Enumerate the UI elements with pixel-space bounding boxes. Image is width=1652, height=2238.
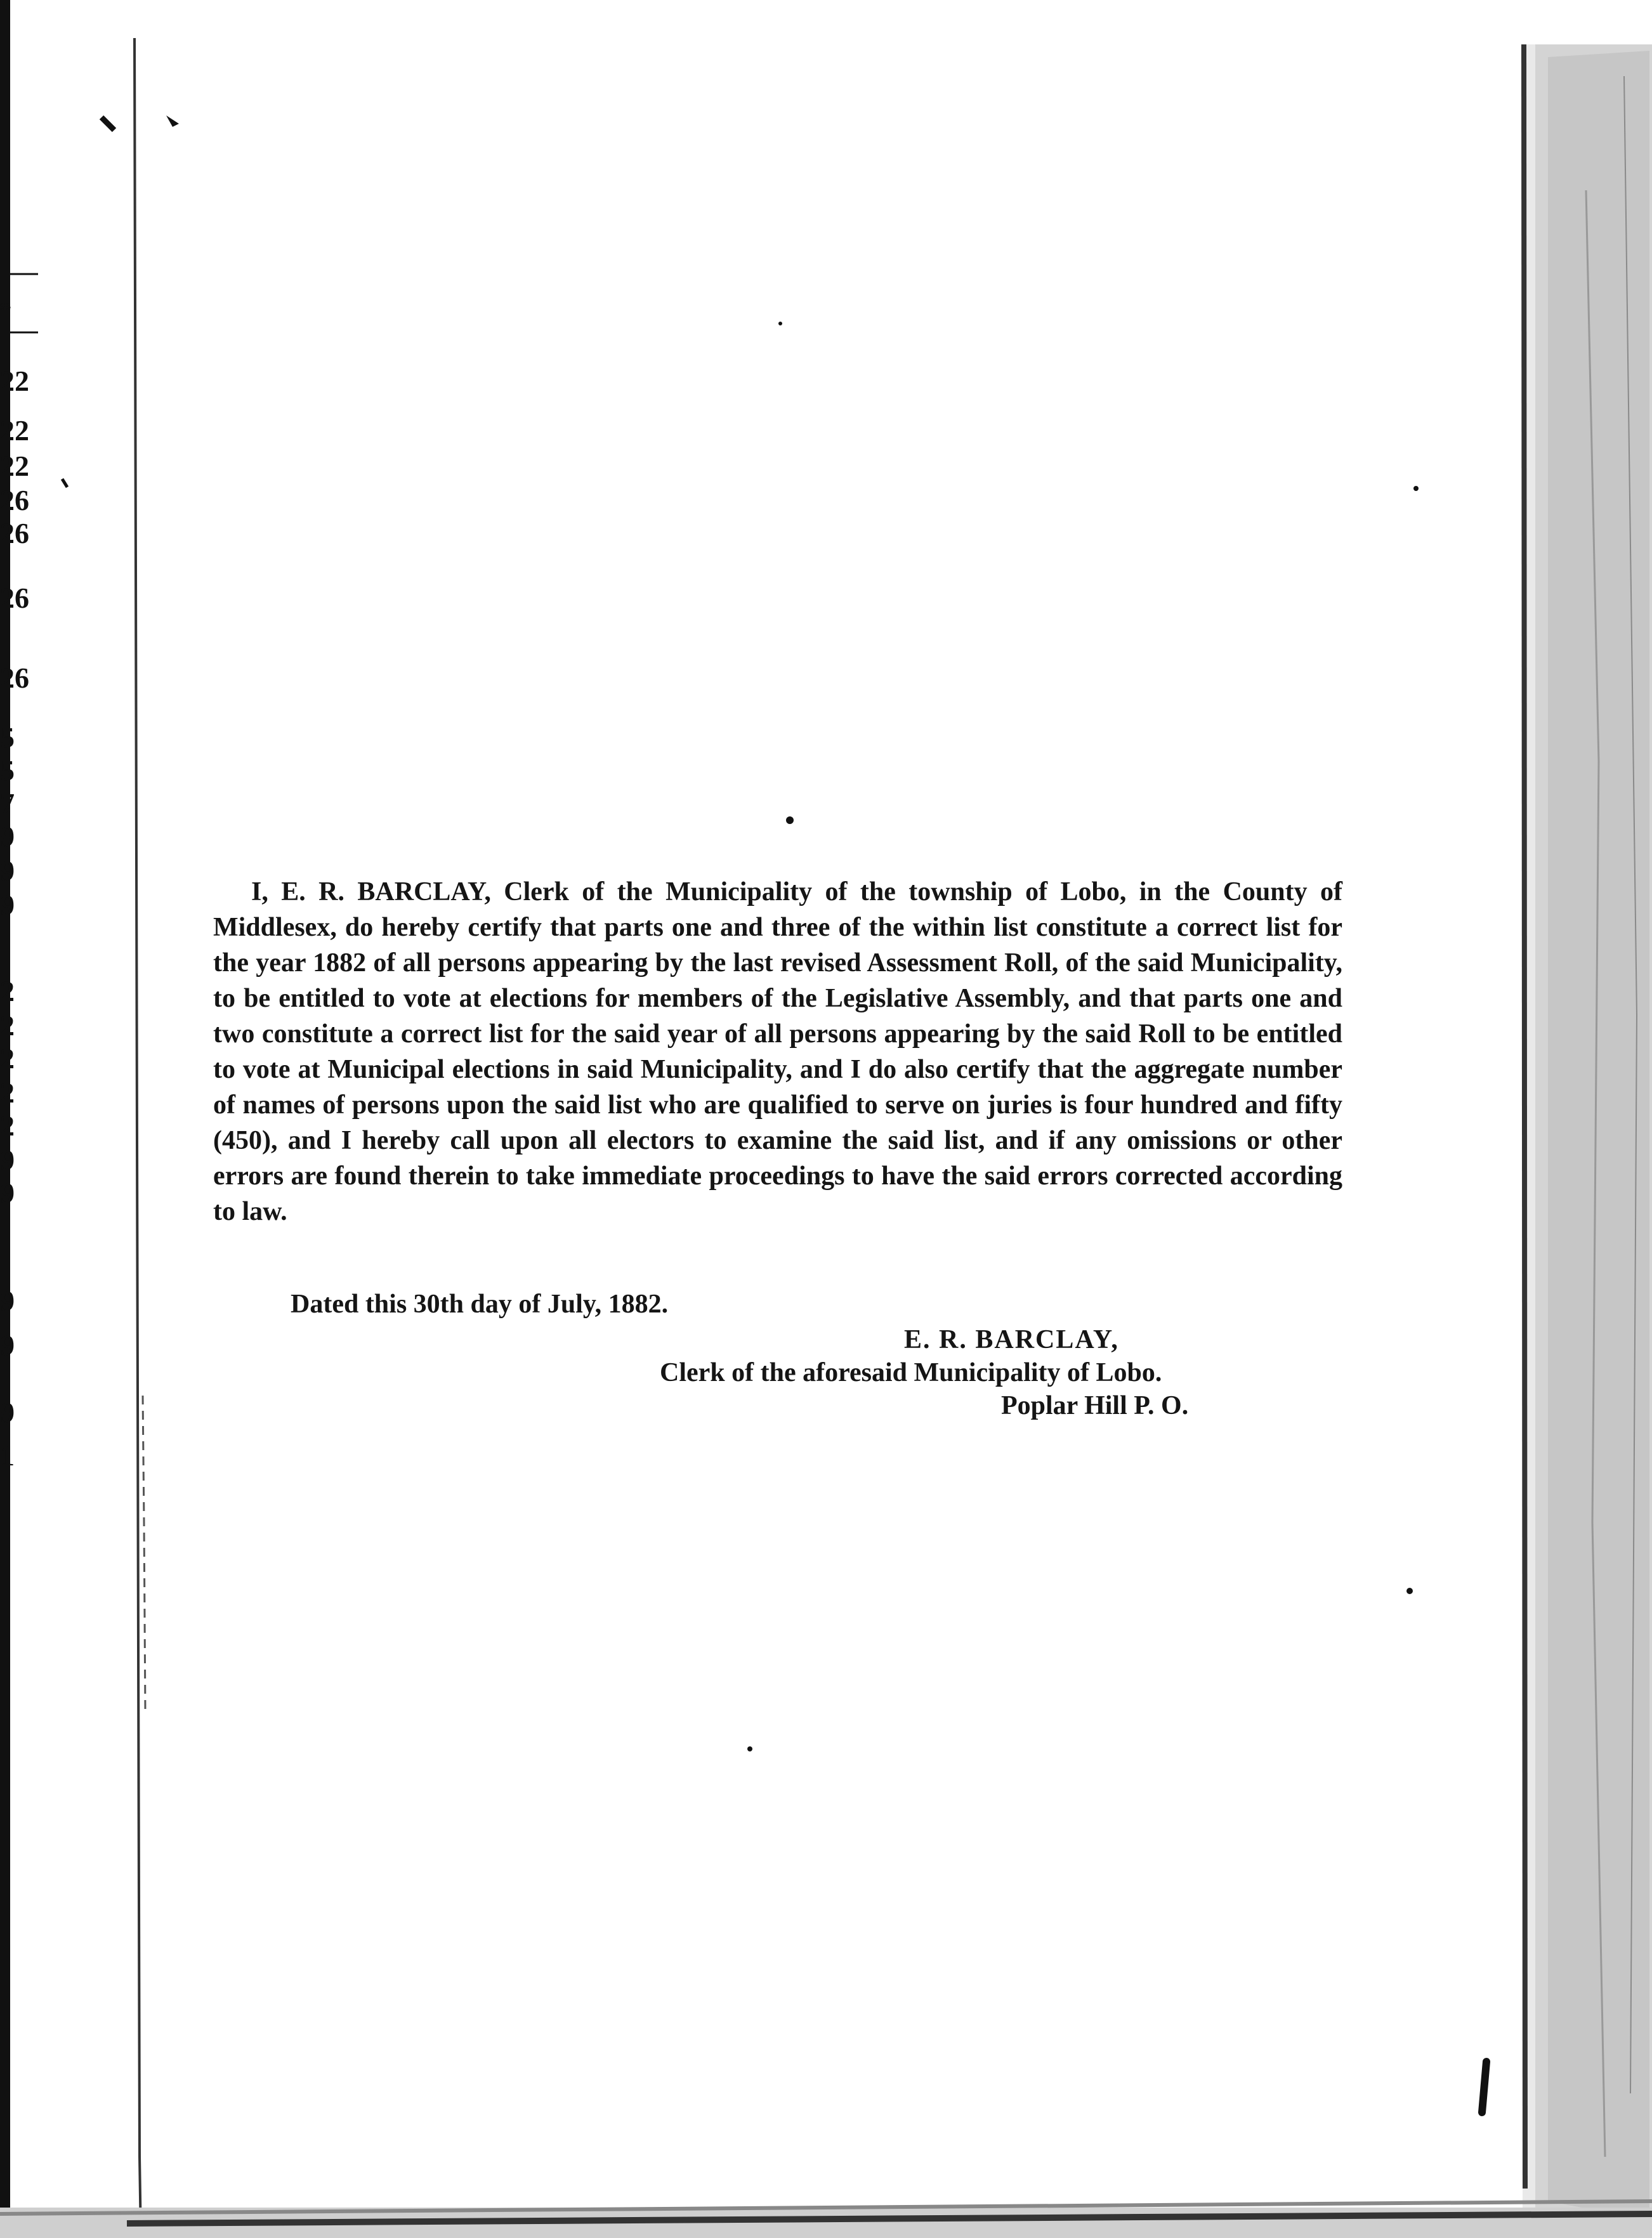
margin-number: 9 [0,854,15,887]
margin-number: 9 [0,1285,15,1317]
margin-number: 5 [0,721,15,754]
certificate-date: Dated this 30th day of July, 1882. [291,1290,669,1319]
margin-number: 9 [0,1396,15,1429]
margin-number: 9 [0,1177,15,1209]
certificate-body [213,874,1342,1229]
margin-number: 9 [0,1144,15,1176]
margin-number: 26 [0,517,29,549]
margin-number: 2 [0,975,15,1007]
signature-post-office: Poplar Hill P. O. [1001,1391,1189,1420]
signature-name: E. R. BARCLAY, [904,1325,1119,1354]
margin-number: 26 [0,582,29,614]
margin-header: ss [0,297,11,313]
margin-number: 22 [0,365,29,397]
margin-number: 2 [0,1076,15,1109]
margin-number: 9 [0,1329,15,1361]
margin-number: 7 [0,787,15,820]
margin-number: 2 [0,1042,15,1075]
margin-number: 5 [0,754,15,787]
margin-number: 22 [0,450,29,482]
margin-number: 9 [0,820,15,853]
certificate-paragraph: I, E. R. BARCLAY, Clerk of the Municipality of the township of Lobo, in the County of Middlesex, do hereby certify that parts one and three of the within list constitute a correct list for the year 1882 of all persons appearing by the last revised Assessment Roll, of the said Municipality, to be entitled to vote at elections for members of the Legislative Assembly, and that parts one and two constitute a correct list for the said year of all persons appearing by the said Roll to be entitled to vote at Municipal elections in said Municipality, and I do also certify that the aggregate number of names of persons upon the said list who are qualified to serve on juries is four hundred and fifty (450), and I hereby call upon all electors to examine the said list, and if any omissions or other errors are found therein to take immediate proceedings to have the said errors corrected according to law. [213,877,1342,1226]
margin-number: 26 [0,662,29,694]
margin-number: 2 [0,1109,15,1142]
margin-number: 1 [0,1439,15,1472]
margin-number: 22 [0,414,29,447]
signature-title: Clerk of the aforesaid Municipality of Lobo. [660,1358,1162,1387]
margin-number: 2 [0,1009,15,1042]
margin-number: 9 [0,889,15,921]
margin-number: 26 [0,484,29,516]
adjacent-page-margin [0,0,127,2238]
